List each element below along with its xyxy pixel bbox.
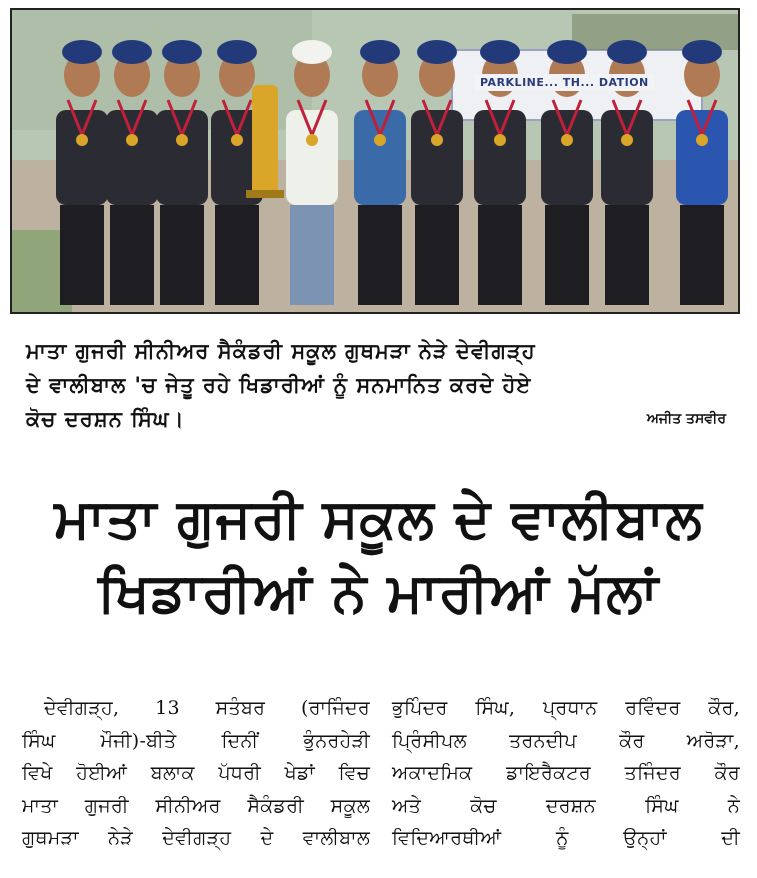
article-line: ਅਤੇ ਕੋਚ ਦਰਸ਼ਨ ਸਿੰਘ ਨੇ [392,794,740,817]
turban-icon [292,40,332,64]
team-photo-illustration [12,10,738,312]
medal-icon [561,134,573,146]
player-legs [60,205,104,305]
article-line: ਮਾਤਾ ਗੁਜਰੀ ਸੀਨੀਅਰ ਸੈਕੰਡਰੀ ਸਕੂਲ [22,794,370,817]
article-column-1 [22,692,370,855]
article-line: ਵਿਖੇ ਹੋਈਆਂ ਬਲਾਕ ਪੱਧਰੀ ਖੇਡਾਂ ਵਿਚ [22,762,370,784]
photo-credit: ਅਜੀਤ ਤਸਵੀਰ [646,411,726,427]
trophy-base [246,190,284,198]
medal-icon [621,134,633,146]
headline [0,482,757,630]
caption-line-3: ਕੋਚ ਦਰਸ਼ਨ ਸਿੰਘ। [26,407,185,431]
player-legs [605,205,649,305]
article-line: ਦੇਵੀਗੜ੍ਹ, 13 ਸਤੰਬਰ (ਰਾਜਿੰਦਰ [44,697,370,719]
turban-icon [62,40,102,64]
medal-icon [306,134,318,146]
article-line: ਅਕਾਦਮਿਕ ਡਾਇਰੈਕਟਰ ਤਜਿੰਦਰ ਕੌਰ [392,762,740,784]
turban-icon [547,40,587,64]
article-line: ਵਿਦਿਆਰਥੀਆਂ ਨੂੰ ਉਨ੍ਹਾਂ ਦੀ [392,827,740,849]
medal-icon [176,134,188,146]
player-legs [478,205,522,305]
article-column-2 [392,692,740,855]
player-legs [160,205,204,305]
photo-caption [26,334,726,436]
article-line: ਗੁਥਮੜਾ ਨੇੜੇ ਦੇਵੀਗੜ੍ਹ ਦੇ ਵਾਲੀਬਾਲ [22,827,370,849]
trophy-icon [252,85,278,195]
player-legs [215,205,259,305]
player-legs [680,205,724,305]
medal-icon [494,134,506,146]
turban-icon [360,40,400,64]
article-line: ਸਿੰਘ ਮੌਜੀ)-ਬੀਤੇ ਦਿਨੀਂ ਭੁੰਨਰਹੇੜੀ [22,729,370,752]
medal-icon [76,134,88,146]
turban-icon [217,40,257,64]
medal-icon [696,134,708,146]
caption-line-1: ਮਾਤਾ ਗੁਜਰੀ ਸੀਨੀਅਰ ਸੈਕੰਡਰੀ ਸਕੂਲ ਗੁਥਮੜਾ ਨੇੜੇ ਦੇਵੀਗੜ੍ਹ [26,339,536,363]
headline-line-1: ਮਾਤਾ ਗੁਜਰੀ ਸਕੂਲ ਦੇ ਵਾਲੀਬਾਲ [54,487,703,550]
turban-icon [682,40,722,64]
article-line: ਭੁਪਿੰਦਰ ਸਿੰਘ, ਪ੍ਰਧਾਨ ਰਵਿੰਦਰ ਕੌਰ, [392,697,740,719]
turban-icon [162,40,202,64]
banner-text: PARKLINE... TH... DATION [474,74,655,91]
player-jersey [56,110,108,205]
medal-icon [431,134,443,146]
turban-icon [417,40,457,64]
player-legs [110,205,154,305]
player-jersey [411,110,463,205]
player-jersey [354,110,406,205]
news-photo [10,8,740,314]
medal-icon [374,134,386,146]
caption-line-2: ਦੇ ਵਾਲੀਬਾਲ 'ਚ ਜੇਤੂ ਰਹੇ ਖਿਡਾਰੀਆਂ ਨੂੰ ਸਨਮਾਨਿਤ ਕਰਦੇ ਹੋਏ [26,373,532,397]
medal-icon [126,134,138,146]
player-jersey [541,110,593,205]
player-jersey [474,110,526,205]
turban-icon [480,40,520,64]
player-legs [545,205,589,305]
player-legs [415,205,459,305]
player-legs [358,205,402,305]
headline-line-2: ਖਿਡਾਰੀਆਂ ਨੇ ਮਾਰੀਆਂ ਮੱਲਾਂ [98,561,659,624]
turban-icon [607,40,647,64]
turban-icon [112,40,152,64]
player-jersey [601,110,653,205]
player-jersey [106,110,158,205]
player-jersey [156,110,208,205]
player-jersey [286,110,338,205]
player-jersey [676,110,728,205]
medal-icon [231,134,243,146]
player-legs [290,205,334,305]
article-line: ਪ੍ਰਿੰਸੀਪਲ ਤਰਨਦੀਪ ਕੌਰ ਅਰੋੜਾ, [392,729,740,752]
